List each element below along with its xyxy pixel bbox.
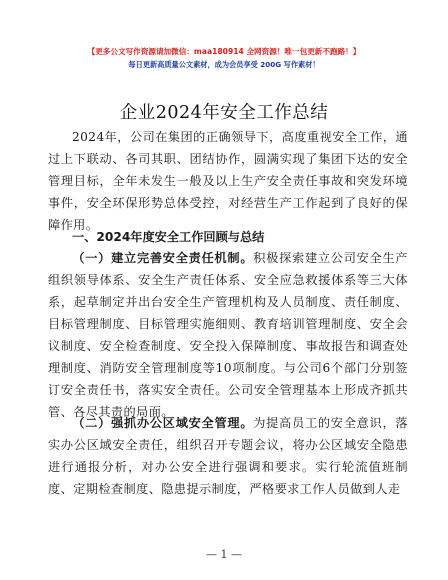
item-1-paragraph (48, 247, 408, 423)
item-1-text: 积极探索建立公司安全生产组织领导体系、安全生产责任体系、安全应急救援体系等三大体系，起草制定并出台安全生产管理机构及人员制度、责任制度、目标管理制度、目标管理实施细则、教育培训管理制度、安全会议制度、安全检查制度、安全投入保障制度、事故报告和调查处理制度、消防安全管理制度等10项制度。与公司6个部门分别签订安全责任书，落实安全责任。公司安全管理基本上形成齐抓共管、各尽其责的局面。 (48, 251, 408, 419)
page-number: — 1 — (206, 548, 242, 561)
item-2-text: 为提高员工的安全意识，落实办公区域安全责任，组织召开专题会议，将办公区域安全隐患进行通报分析，对办公安全进行强调和要求。实行轮流值班制度、定期检查制度、隐患提示制度，严格要求工作人员做到人走 (48, 416, 408, 496)
item-2-paragraph (48, 412, 408, 500)
item-2-label: （二）强抓办公区域安全管理。 (72, 416, 254, 430)
promo-banner-line-2: 每日更新高质量公文素材，成为会员享受 200G 写作素材！ (128, 60, 320, 69)
intro-text: 2024年，公司在集团的正确领导下，高度重视安全工作，通过上下联动、各司其职、团结协作，圆满实现了集团下达的安全管理目标，全年未发生一般及以上生产安全责任事故和突发环境事件，安全环保形势总体受控，对经营生产工作起到了良好的保障作用。 (48, 130, 408, 232)
section-1-heading: 一、2024年度安全工作回顾与总结 (72, 230, 265, 244)
item-1-label: （一）建立完善安全责任机制。 (72, 251, 254, 265)
intro-paragraph (48, 126, 408, 236)
document-title: 企业2024年安全工作总结 (119, 103, 329, 123)
promo-banner-line-1: 【更多公文写作资源请加微信：maa180914 全网资源！唯一包更新不跑路！】 (87, 47, 361, 56)
